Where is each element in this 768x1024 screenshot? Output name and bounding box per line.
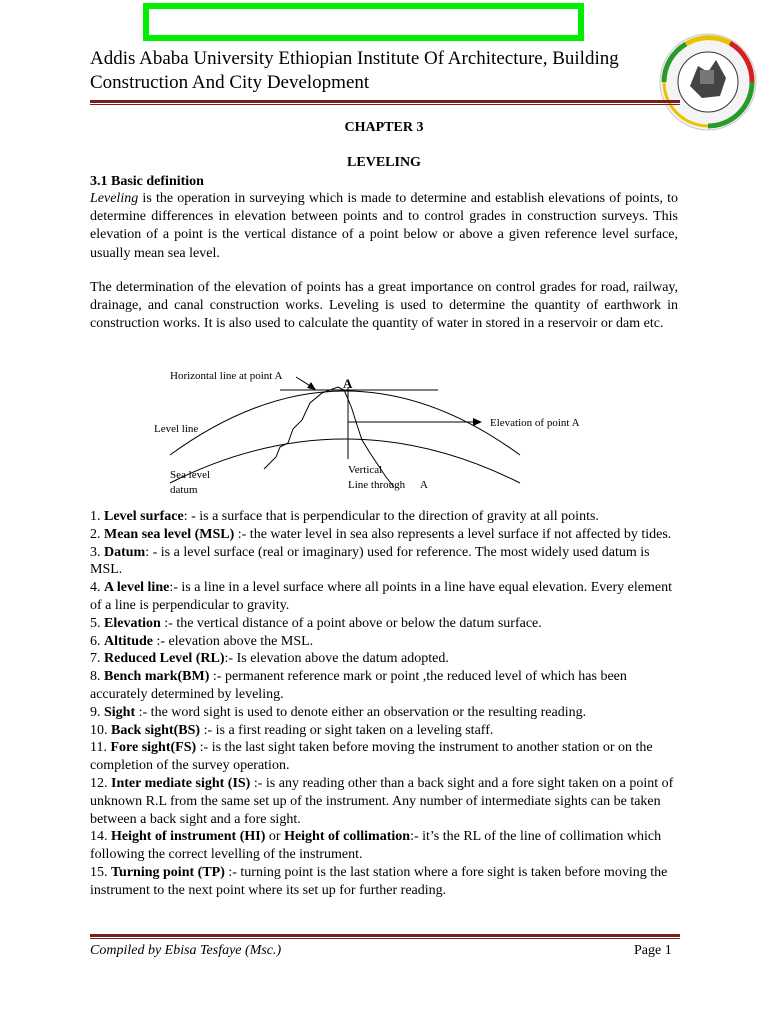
- footer-author: Compiled by Ebisa Tesfaye (Msc.): [90, 943, 282, 958]
- elevation-label: Elevation of point A: [490, 417, 580, 429]
- sea-level-label: Sea level: [170, 469, 211, 481]
- definition-item: 6. Altitude :- elevation above the MSL.: [90, 633, 314, 649]
- header-divider-thin: [90, 104, 680, 105]
- definition-item: 9. Sight :- the word sight is used to denote either an observation or the resulting reading.: [90, 704, 587, 720]
- level-line-curve: [170, 391, 520, 455]
- institute-logo: [650, 26, 768, 134]
- definition-item: 8. Bench mark(BM) :- permanent reference mark or point ,the reduced level of which has been accurately determined by leveling.: [90, 669, 627, 702]
- chapter-number: CHAPTER 3: [344, 120, 424, 135]
- definition-item: 12. Inter mediate sight (IS) :- is any reading other than a back sight and a fore sight taken on a point of unknown R.L from the same set up of the instrument. Any number of intermediate sights can be taken between a back sight and a fore sight.: [90, 775, 674, 827]
- line-through-label: Line through: [348, 479, 406, 491]
- sea-level-curve: [170, 439, 520, 483]
- datum-label: datum: [170, 484, 198, 496]
- intro-paragraph: [90, 190, 678, 263]
- intro-term: Leveling: [90, 191, 139, 206]
- horizontal-line-label: Horizontal line at point A: [170, 370, 283, 382]
- definition-item: 3. Datum: - is a level surface (real or imaginary) used for reference. The most widely used datum is MSL.: [90, 544, 650, 578]
- section-heading: 3.1 Basic definition: [90, 174, 204, 189]
- point-a-label: A: [343, 376, 353, 391]
- vertical-label: Vertical: [348, 464, 383, 476]
- definition-item: 11. Fore sight(FS) :- is the last sight taken before moving the instrument to another station or on the completion of the survey operation.: [90, 740, 653, 774]
- document-header-title: Addis Ababa University Ethiopian Institute Of Architecture, Building Construction And City Development: [90, 48, 619, 93]
- definition-item: 7. Reduced Level (RL):- Is elevation above the datum adopted.: [90, 651, 449, 667]
- intro-text: is the operation in surveying which is made to determine and establish elevations of points, to determine differences in elevation between points and to control grades in construction surveys. This elevation of a point is the vertical distance of a point below or above a given reference level surface, usually mean sea level.: [90, 191, 678, 261]
- elevation-arrowhead: [473, 418, 482, 426]
- definition-item: 15. Turning point (TP) :- turning point is the last station where a fore sight is taken before moving the instrument to the next point where its set up for further reading.: [90, 864, 668, 898]
- paragraph-2: The determination of the elevation of points has a great importance on control grades for road, railway, drainage, and canal construction works. Leveling is used to determine the quantity of earthwork in construction works. It is also used to calculate the quantity of water in stored in a reservoir or dam etc.: [90, 280, 678, 332]
- vertical-a-label: A: [420, 479, 428, 491]
- definition-item: 4. A level line:- is a line in a level surface where all points in a line have equal elevation. Every element of a line is perpendicular to gravity.: [90, 580, 672, 613]
- footer-divider-thin: [90, 938, 680, 939]
- definitions-list: [90, 508, 680, 900]
- level-line-label: Level line: [154, 423, 199, 435]
- definition-item: 10. Back sight(BS) :- is a first reading or sight taken on a leveling staff.: [90, 722, 494, 738]
- chapter-title: LEVELING: [347, 155, 421, 170]
- header-divider: [90, 100, 680, 103]
- page-number: Page 1: [634, 943, 672, 958]
- definition-item: 14. Height of instrument (HI) or Height of collimation:- it’s the RL of the line of collimation which following the correct levelling of the instrument.: [90, 829, 662, 863]
- definition-item: 2. Mean sea level (MSL) :- the water level in sea also represents a level surface if not affected by tides.: [90, 526, 672, 542]
- definition-item: 1. Level surface: - is a surface that is perpendicular to the direction of gravity at all points.: [90, 509, 599, 524]
- footer-divider: [90, 934, 680, 937]
- pointer-arrowhead: [307, 382, 316, 390]
- leveling-diagram: [90, 365, 610, 507]
- definition-item: 5. Elevation :- the vertical distance of a point above or below the datum surface.: [90, 615, 542, 631]
- highlight-box: [143, 3, 584, 41]
